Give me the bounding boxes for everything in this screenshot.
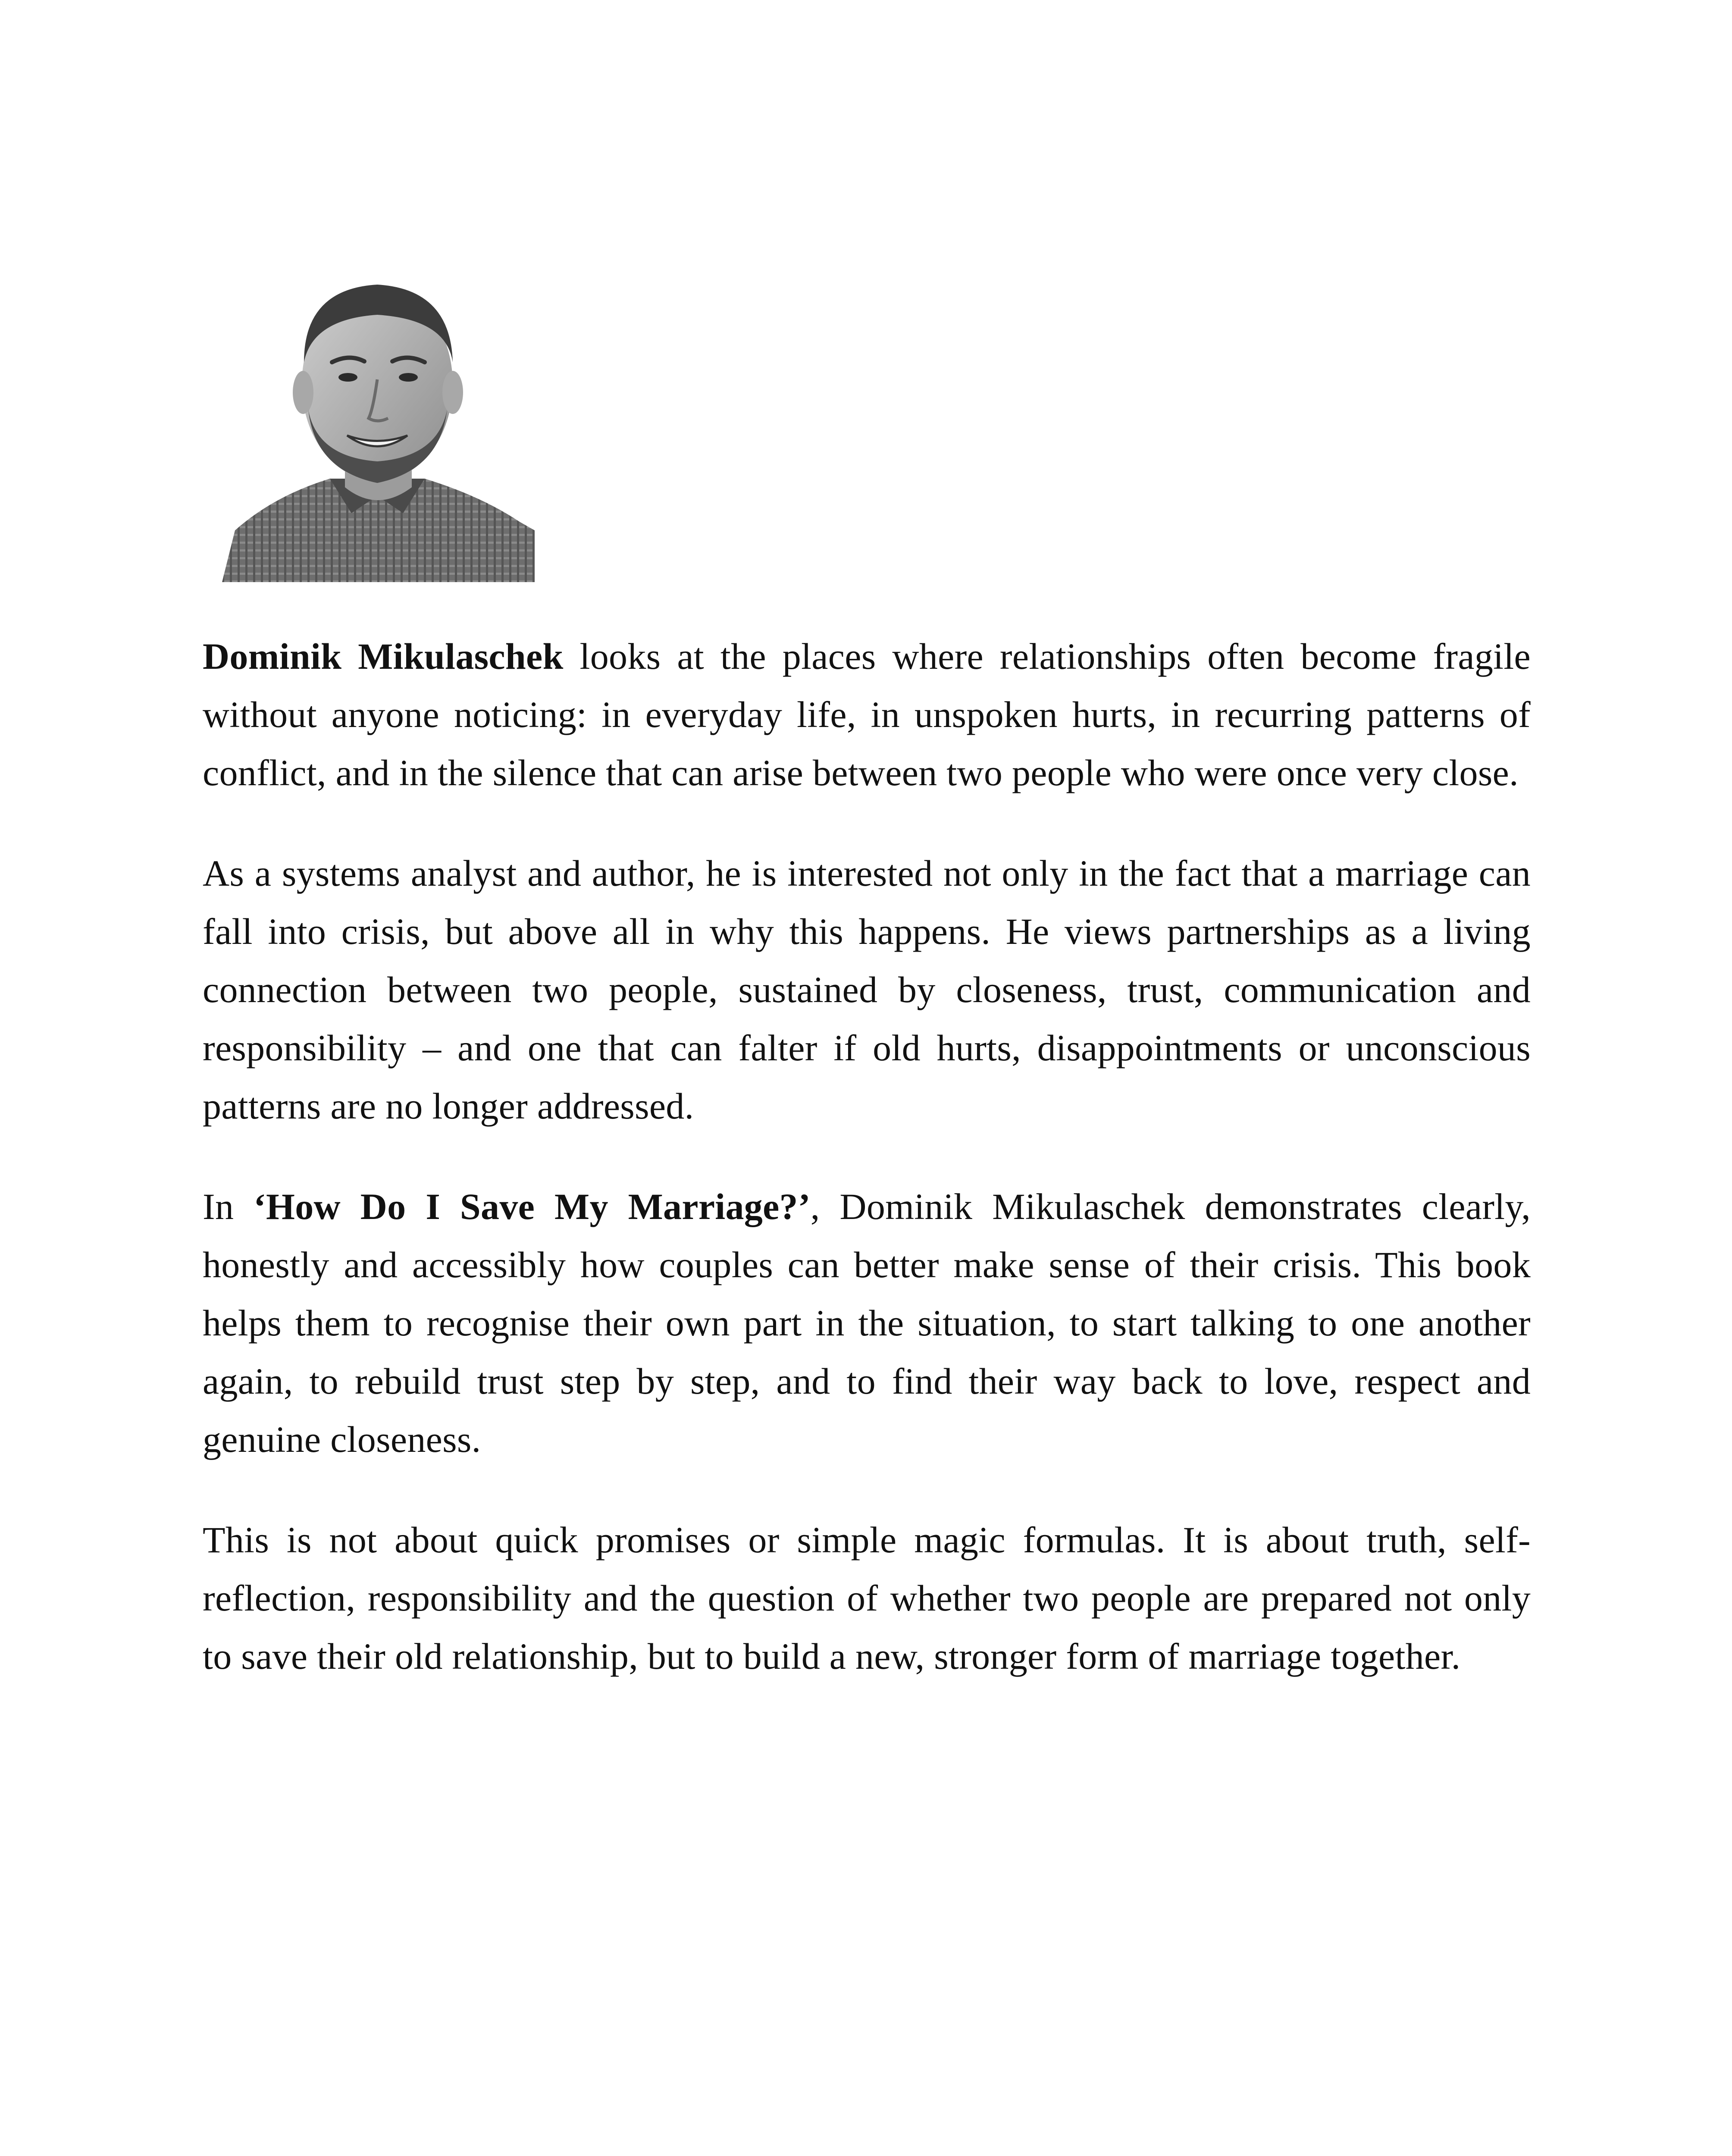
closing-paragraph — [203, 1511, 1531, 1686]
author-name: Dominik Mikulaschek — [203, 636, 564, 677]
paragraph-text: As a systems analyst and author, he is interested not only in the fact that a marriage can fall into crisis, but above all in why this happens. He views partnerships as a living connection between two people, sustained by closeness, trust, communication and responsibility – and one that can falter if old hurts, disappointments or unconscious patterns are no longer addressed. — [203, 852, 1531, 1127]
paragraph-text: , Dominik Mikulaschek demonstrates clearly, honestly and accessibly how couples can better make sense of their crisis. This book helps them to recognise their own part in the situation, to start talking to one another again, to rebuild trust step by step, and to find their way back to love, respect and genuine closeness. — [203, 1186, 1531, 1460]
paragraph-prefix: In — [203, 1186, 254, 1227]
paragraph-text: This is not about quick promises or simple magic formulas. It is about truth, self-reflection, responsibility and the question of whether two people are prepared not only to save their old relationship, but to build a new, stronger form of marriage together. — [203, 1519, 1531, 1677]
paragraph-text: looks at the places where relationships often become fragile without anyone noticing: in everyday life, in unspoken hurts, in recurring patterns of conflict, and in the silence that can arise between two people who were once very close. — [203, 636, 1531, 793]
book-title: ‘How Do I Save My Marriage?’ — [254, 1186, 811, 1227]
author-bio-text — [203, 627, 1531, 1728]
book-paragraph — [203, 1178, 1531, 1469]
bio-paragraph — [203, 844, 1531, 1135]
author-portrait-image — [222, 254, 535, 582]
bio-paragraph — [203, 627, 1531, 802]
